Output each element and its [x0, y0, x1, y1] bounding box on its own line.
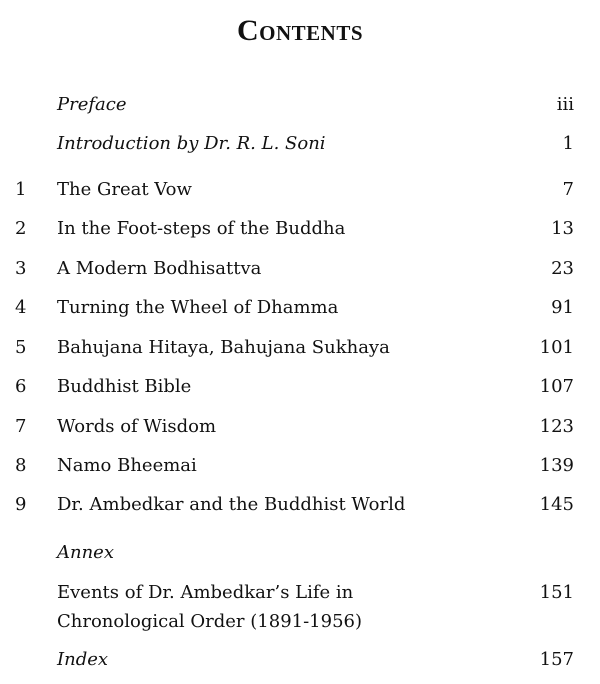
toc-entry-label: Introduction by Dr. R. L. Soni [57, 133, 326, 154]
toc-entry-label: Namo Bheemai [57, 455, 197, 476]
chapter-number: 4 [15, 297, 27, 318]
chapter-number: 1 [15, 179, 27, 200]
toc-entry-label-line-2: Chronological Order (1891-1956) [57, 611, 363, 632]
toc-entry-page: 123 [539, 416, 574, 437]
toc-entry-page: 13 [551, 218, 574, 239]
toc-entry-page: iii [556, 94, 574, 115]
chapter-number: 5 [15, 337, 27, 358]
toc-entry-label: Words of Wisdom [57, 416, 217, 437]
toc-entry-page: 145 [539, 494, 574, 515]
toc-entry-label [57, 578, 497, 636]
toc-entry-label: Turning the Wheel of Dhamma [57, 297, 339, 318]
toc-entry-label: Preface [57, 94, 127, 115]
toc-entry-label: Index [57, 649, 109, 670]
chapter-number: 3 [15, 258, 27, 279]
toc-entry-page: 23 [551, 258, 574, 279]
toc-entry-page: 139 [539, 455, 574, 476]
toc-entry-label: The Great Vow [57, 179, 192, 200]
toc-entry-label: Dr. Ambedkar and the Buddhist World [57, 494, 406, 515]
toc-entry-page: 7 [562, 179, 574, 200]
toc-entry-label: Bahujana Hitaya, Bahujana Sukhaya [57, 337, 390, 358]
toc-entry-page: 157 [539, 649, 574, 670]
toc-entry-page: 101 [539, 337, 574, 358]
chapter-number: 2 [15, 218, 27, 239]
chapter-number: 8 [15, 455, 27, 476]
annex-heading: Annex [57, 542, 114, 563]
toc-entry-page: 91 [551, 297, 574, 318]
toc-entry-page: 151 [539, 582, 574, 603]
toc-entry-label: In the Foot-steps of the Buddha [57, 218, 346, 239]
toc-entry-label: A Modern Bodhisattva [57, 258, 262, 279]
toc-entry-page: 1 [562, 133, 574, 154]
chapter-number: 9 [15, 494, 27, 515]
toc-entry-page: 107 [539, 376, 574, 397]
page-title: Contents [236, 14, 364, 47]
toc-entry-label: Buddhist Bible [57, 376, 192, 397]
chapter-number: 7 [15, 416, 27, 437]
toc-entry-label-line-1: Events of Dr. Ambedkar’s Life in [57, 582, 354, 603]
chapter-number: 6 [15, 376, 27, 397]
